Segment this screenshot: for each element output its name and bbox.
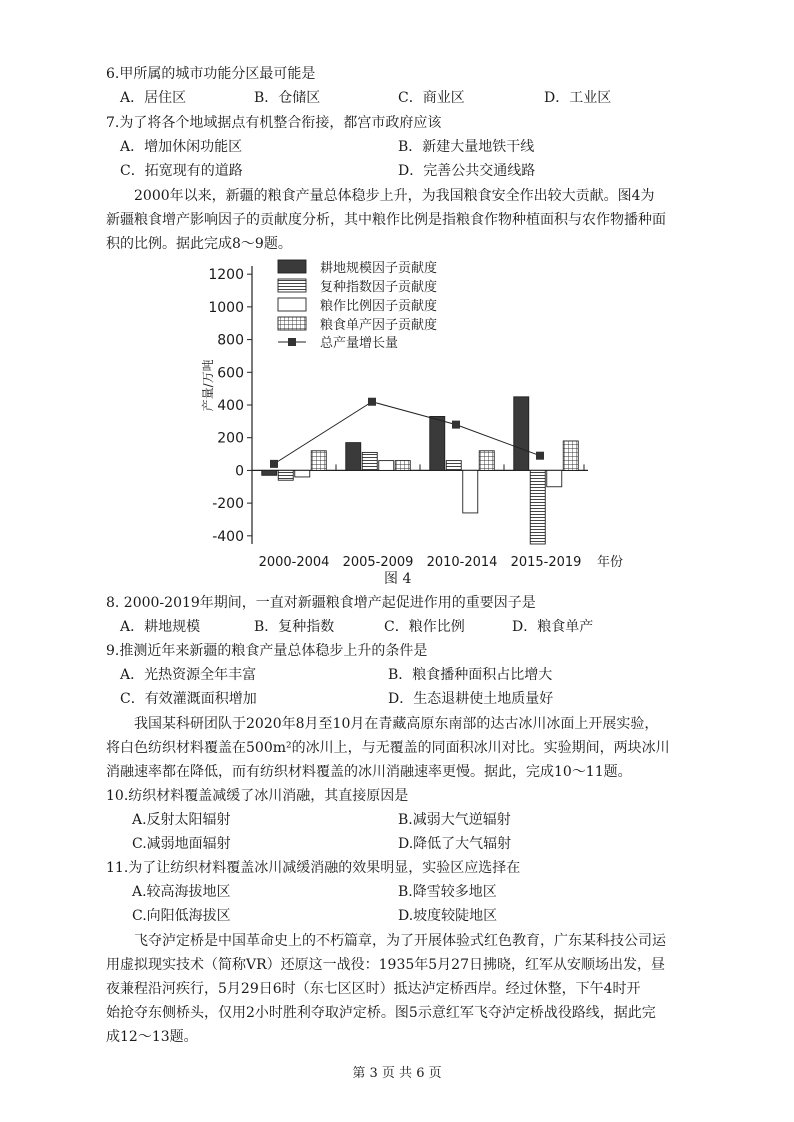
passage1-line-1: 2000年以来，新疆的粮食产量总体稳步上升，为我国粮食安全作出较大贡献。图4为 — [134, 188, 655, 204]
q11-option-a: A.较高海拔地区 — [132, 884, 231, 900]
y-tick-label: -200 — [212, 496, 244, 513]
q8-option-c: C．粮作比例 — [384, 619, 465, 635]
legend-label: 总产量增长量 — [320, 336, 399, 351]
q11-option-b: B.降雪较多地区 — [398, 884, 497, 900]
passage3-line-3: 夜兼程沿河疾行，5月29日6时（东七区区时）抵达泸定桥西岸。经过休整，下午4时开 — [106, 981, 641, 997]
x-tick-label: 2000-2004 — [258, 555, 330, 570]
q9-option-d: D．生态退耕使土地质量好 — [388, 691, 554, 707]
passage3-line-2: 用虚拟现实技术（简称VR）还原这一战役：1935年5月27日拂晓，红军从安顺场出发，昼 — [106, 957, 665, 973]
total-growth-point — [452, 421, 460, 429]
bar-hlines — [446, 461, 461, 471]
y-tick-label: 1000 — [208, 299, 244, 316]
q9-stem: 9.推测近年来新疆的粮食产量总体稳步上升的条件是 — [106, 643, 428, 659]
legend-line-marker — [288, 338, 296, 346]
passage1-line-2: 新疆粮食增产影响因子的贡献度分析，其中粮作比例是指粮食作物种植面积与农作物播种面 — [106, 212, 666, 228]
total-growth-point — [270, 460, 278, 468]
q8-option-d: D．粮食单产 — [512, 619, 594, 635]
legend-label: 复种指数因子贡献度 — [320, 280, 438, 295]
bar-empty — [379, 461, 394, 471]
y-tick-label: 1200 — [208, 267, 244, 284]
bar-grid — [395, 461, 410, 471]
q10-stem: 10.纺织材料覆盖减缓了冰川消融，其直接原因是 — [106, 788, 409, 804]
q6-option-a: A．居住区 — [120, 90, 187, 106]
figure-4-caption: 图 4 — [384, 571, 412, 587]
y-tick-label: 200 — [217, 430, 244, 447]
passage2-line-2: 将白色纺织材料覆盖在500m²的冰川上，与无覆盖的同面积冰川对比。实验期间，两块冰川 — [106, 740, 670, 756]
y-axis-label: 产量/万吨 — [201, 359, 215, 412]
bar-empty — [295, 470, 310, 477]
legend-label: 耕地规模因子贡献度 — [320, 261, 438, 276]
q8-option-a: A．耕地规模 — [120, 619, 201, 635]
q9-option-a: A．光热资源全年丰富 — [120, 667, 257, 683]
bar-solid — [514, 397, 529, 471]
q6-stem: 6.甲所属的城市功能分区最可能是 — [106, 66, 316, 82]
y-tick-label: 400 — [217, 398, 244, 414]
y-tick-label: 0 — [235, 463, 244, 480]
legend-label: 粮食单产因子贡献度 — [320, 318, 438, 333]
y-tick-label: 800 — [217, 332, 244, 349]
q9-option-c: C．有效灌溉面积增加 — [120, 691, 257, 707]
legend-swatch-grid — [278, 317, 306, 330]
passage3-line-4: 始抢夺东侧桥头，仅用2小时胜利夺取泸定桥。图5示意红军飞夺泸定桥战役路线，据此完 — [106, 1005, 656, 1021]
passage3-line-1: 飞夺泸定桥是中国革命史上的不朽篇章，为了开展体验式红色教育，广东某科技公司运 — [134, 933, 666, 949]
x-tick-label: 2015-2019 — [510, 555, 582, 570]
y-tick-label: -400 — [212, 528, 244, 545]
q7-option-b: B．新建大量地铁干线 — [398, 139, 535, 155]
q7-option-c: C．拓宽现有的道路 — [120, 163, 243, 179]
total-growth-point — [368, 398, 376, 406]
legend-swatch-empty — [278, 298, 306, 311]
q10-option-c: C.减弱地面辐射 — [132, 836, 231, 852]
chart-svg — [200, 252, 624, 574]
total-growth-point — [536, 452, 544, 460]
bar-empty — [547, 470, 562, 486]
x-tick-label: 2005-2009 — [342, 555, 414, 570]
bar-solid — [430, 416, 445, 470]
bar-hlines — [362, 452, 377, 470]
bar-grid — [479, 451, 494, 471]
q7-stem: 7.为了将各个地域据点有机整合衔接，都宫市政府应该 — [106, 115, 442, 131]
q10-option-b: B.减弱大气逆辐射 — [398, 812, 511, 828]
figure-4-chart — [200, 252, 624, 574]
bar-grid — [563, 441, 578, 470]
bar-grid — [311, 451, 326, 471]
passage2-line-3: 消融速率都在降低，而有纺织材料覆盖的冰川消融速率更慢。据此，完成10～11题。 — [106, 764, 632, 780]
q8-stem: 8. 2000-2019年期间，一直对新疆粮食增产起促进作用的重要因子是 — [106, 595, 536, 611]
q6-option-d: D．工业区 — [544, 90, 612, 106]
bar-empty — [463, 470, 478, 513]
q11-option-d: D.坡度较陡地区 — [398, 908, 498, 924]
bar-hlines — [530, 470, 545, 544]
bar-hlines — [278, 470, 293, 480]
bar-solid — [346, 443, 361, 471]
bar-solid — [262, 470, 277, 475]
x-axis-label: 年份 — [596, 555, 624, 570]
passage2-line-1: 我国某科研团队于2020年8月至10月在青藏高原东南部的达古冰川冰面上开展实验， — [134, 716, 659, 732]
page-footer: 第 3 页 共 6 页 — [352, 1066, 442, 1081]
q6-option-c: C．商业区 — [398, 90, 465, 106]
legend-swatch-hlines — [278, 279, 306, 292]
q7-option-d: D．完善公共交通线路 — [398, 163, 536, 179]
y-tick-label: 600 — [217, 365, 244, 382]
passage3-line-5: 成12～13题。 — [106, 1029, 198, 1045]
q7-option-a: A．增加休闲功能区 — [120, 139, 243, 155]
x-tick-label: 2010-2014 — [426, 555, 498, 570]
q8-option-b: B．复种指数 — [254, 619, 335, 635]
q6-option-b: B．仓储区 — [254, 90, 321, 106]
q10-option-d: D.降低了大气辐射 — [398, 836, 512, 852]
legend-swatch-solid — [278, 260, 306, 273]
legend-label: 粮作比例因子贡献度 — [320, 299, 438, 314]
q11-option-c: C.向阳低海拔区 — [132, 908, 231, 924]
passage1-line-3: 积的比例。据此完成8～9题。 — [106, 236, 292, 252]
q11-stem: 11.为了让纺织材料覆盖冰川减缓消融的效果明显，实验区应选择在 — [106, 860, 521, 876]
q9-option-b: B．粮食播种面积占比增大 — [388, 667, 553, 683]
q10-option-a: A.反射太阳辐射 — [132, 812, 231, 828]
